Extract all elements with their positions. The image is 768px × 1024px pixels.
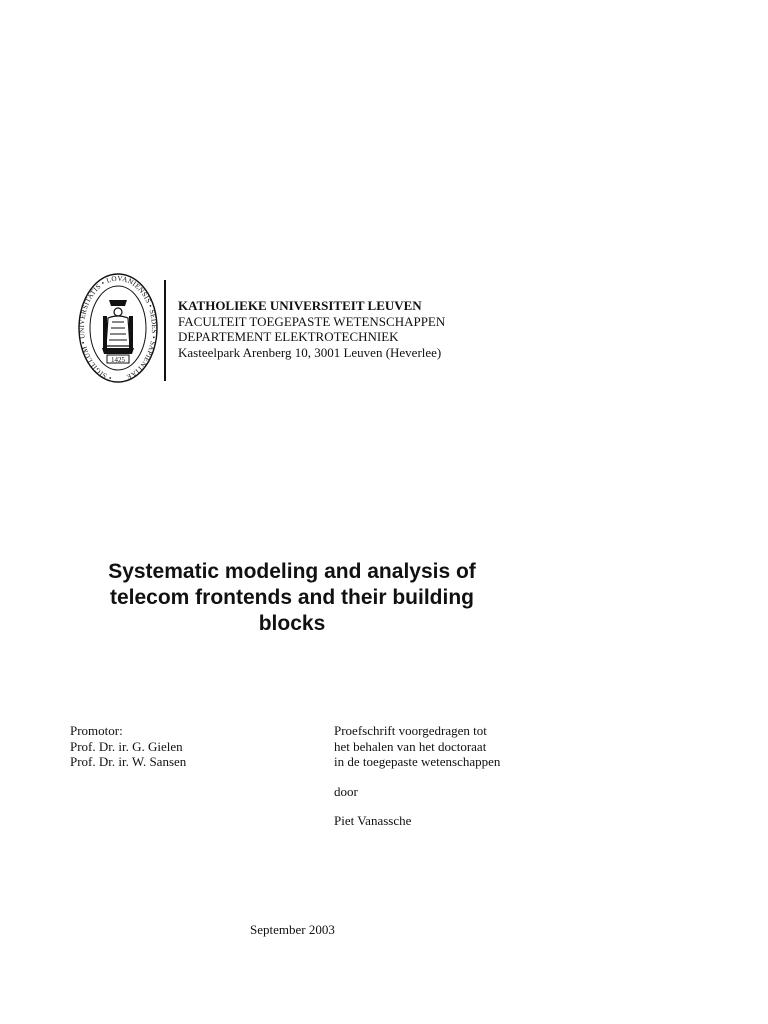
thesis-statement-line: het behalen van het doctoraat <box>334 738 487 754</box>
promotor-block <box>70 723 186 770</box>
svg-text:1425: 1425 <box>111 356 125 364</box>
svg-text:• SIGILLUM • UNIVERSITATIS • L: • SIGILLUM • UNIVERSITATIS • LOVANIENSIS • SEDES • SAPIENTIAE <box>78 274 158 382</box>
thesis-title-line: blocks <box>258 612 326 635</box>
promotor-name: Prof. Dr. ir. G. Gielen <box>70 738 183 754</box>
institution-block <box>178 298 445 360</box>
thesis-statement-line: in de toegepaste wetenschappen <box>334 754 501 769</box>
thesis-author: Piet Vanassche <box>334 813 412 828</box>
promotor-name: Prof. Dr. ir. W. Sansen <box>70 754 187 769</box>
thesis-title-line: telecom frontends and their building <box>109 586 474 609</box>
thesis-statement <box>334 723 500 829</box>
thesis-date: September 2003 <box>250 922 335 937</box>
thesis-statement-line: Proefschrift voorgedragen tot <box>334 723 487 738</box>
thesis-by-label: door <box>334 783 358 799</box>
thesis-title <box>82 559 502 637</box>
vertical-divider <box>164 280 166 381</box>
university-seal-logo <box>78 272 158 384</box>
university-name: KATHOLIEKE UNIVERSITEIT LEUVEN <box>178 298 422 313</box>
thesis-title-line: Systematic modeling and analysis of <box>108 560 476 583</box>
promotor-label: Promotor: <box>70 723 123 738</box>
faculty-name: FACULTEIT TOEGEPASTE WETENSCHAPPEN <box>178 313 446 329</box>
department-name: DEPARTEMENT ELEKTROTECHNIEK <box>178 329 399 344</box>
institution-address: Kasteelpark Arenberg 10, 3001 Leuven (Heverlee) <box>178 344 442 360</box>
